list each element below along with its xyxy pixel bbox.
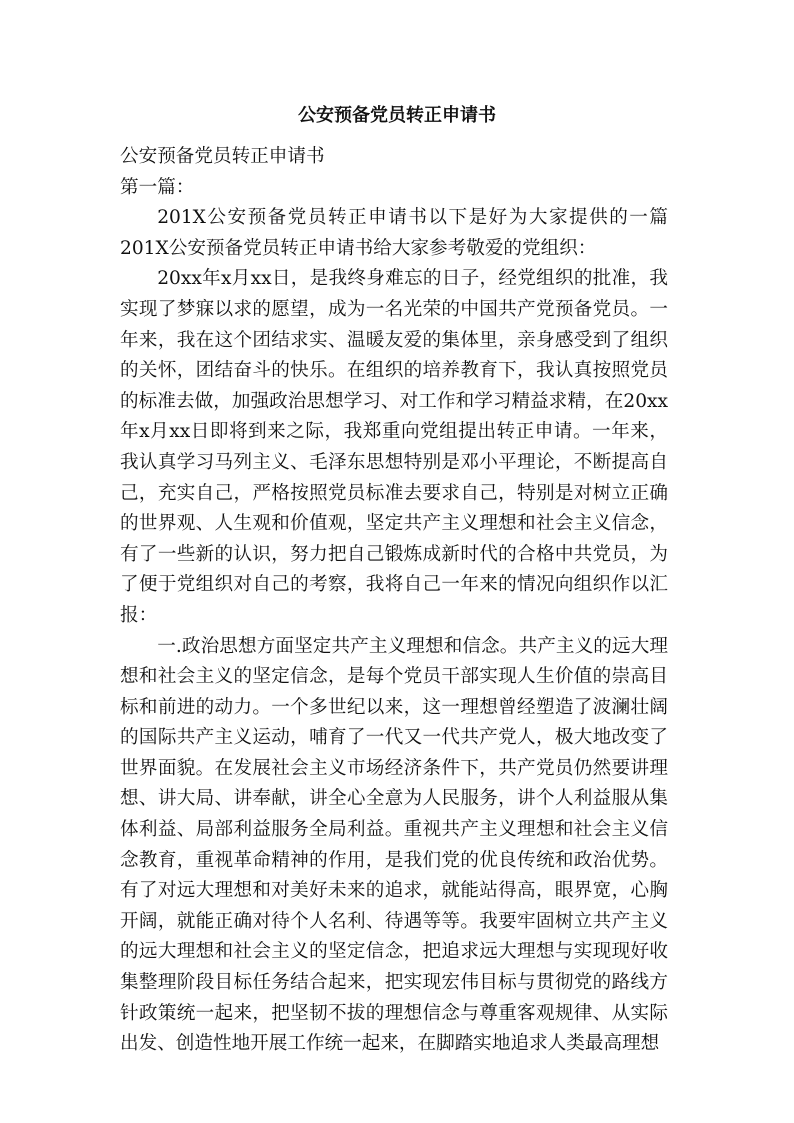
section-label: 第一篇： <box>120 176 195 198</box>
document-title: 公安预备党员转正申请书 <box>298 105 496 126</box>
paragraph-politics: 一.政治思想方面坚定共产主义理想和信念。共产主义的远大理想和社会主义的坚定信念，是每个党员干部实现人生价值的崇高目标和前进的动力。一个多世纪以来，这一理想曾经塑造了波澜壮阔的国际共产主义运动，哺育了一代又一代共产党人，极大地改变了世界面貌。在发展社会主义市场经济条件下，共产党员仍然要讲理想、讲大局、讲奉献，讲全心全意为人民服务，讲个人利益服从集体利益、局部利益服务全局利益。重视共产主义理想和社会主义信念教育，重视革命精神的作用，是我们党的优良传统和政治优势。有了对远大理想和对美好未来的追求，就能站得高，眼界宽，心胸开阔，就能正确对待个人名利、待遇等等。我要牢固树立共产主义的远大理想和社会主义的坚定信念，把追求远大理想与实现现好收集整理阶段目标任务结合起来，把实现宏伟目标与贯彻党的路线方针政策统一起来，把坚韧不拔的理想信念与尊重客观规律、从实际出发、创造性地开展工作统一起来，在脚踏实地追求人类最高理想 <box>120 635 668 1055</box>
document-body <box>120 142 668 1060</box>
paragraph-intro: 201X公安预备党员转正申请书以下是好为大家提供的一篇201X公安预备党员转正申请书给大家参考敬爱的党组织： <box>120 207 668 259</box>
paragraph-main: 20xx年x月xx日，是我终身难忘的日子，经党组织的批准，我实现了梦寐以求的愿望，成为一名光荣的中国共产党预备党员。一年来，我在这个团结求实、温暖友爱的集体里，亲身感受到了组织的关怀，团结奋斗的快乐。在组织的培养教育下，我认真按照党员的标准去做，加强政治思想学习、对工作和学习精益求精，在20xx年x月xx日即将到来之际，我郑重向党组提出转正申请。一年来，我认真学习马列主义、毛泽东思想特别是邓小平理论，不断提高自己，充实自己，严格按照党员标准去要求自己，特别是对树立正确的世界观、人生观和价值观，坚定共产主义理想和社会主义信念，有了一些新的认识，努力把自己锻炼成新时代的合格中共党员，为了便于党组织对自己的考察，我将自己一年来的情况向组织作以汇报： <box>120 268 668 626</box>
document-heading: 公安预备党员转正申请书 <box>120 146 325 167</box>
